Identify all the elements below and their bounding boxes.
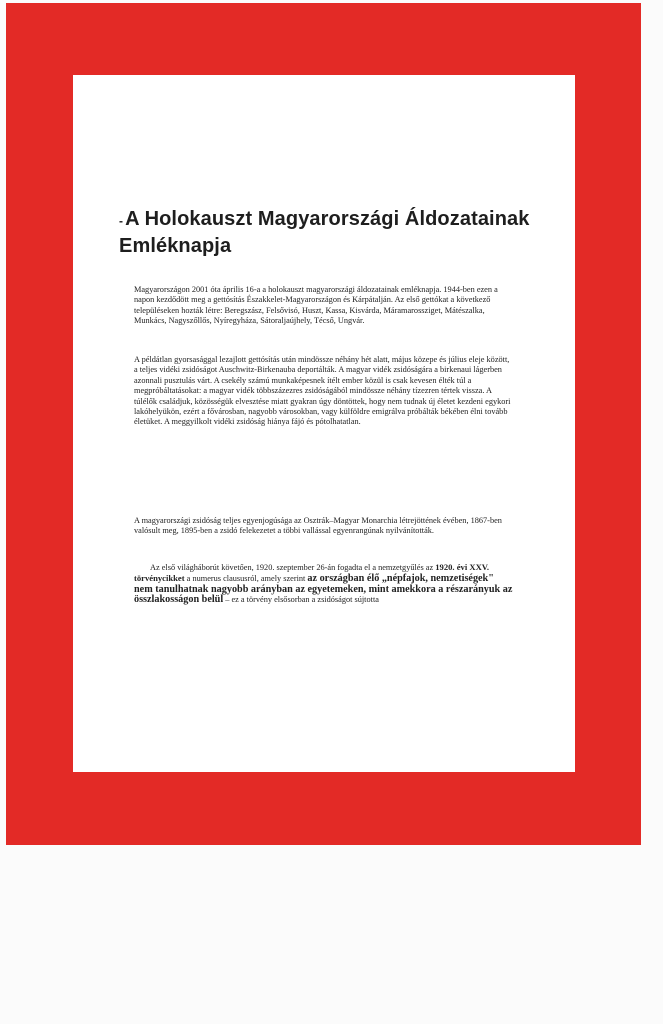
title-dash: - [119, 214, 124, 228]
paragraph-2: A példátlan gyorsasággal lezajlott gettósítás után mindössze néhány hét alatt, május közepe és július eleje között, a teljes vidéki zsidóságot Auschwitz-Birkenauba deportálták. A magyar vidék zsidóságára a birkenaui lágerben azonnali pusztulás várt. A csekély számú munkaképesnek ítélt ember közül is csak kevesen élték túl a megpróbáltatásokat: a magyar vidék többszázezres zsidóságából mindössze néhány tízezren tértek vissza. A túlélők családjuk, közösségük elvesztése miatt gyakran úgy döntöttek, hogy nem tudnak új életet kezdeni egykori lakóhelyükön, ezért a fővárosban, nagyobb városokban, vagy külföldre emigrálva próbálták békében élni tovább életüket. A meggyilkolt vidéki zsidóság hiánya fájó és pótolhatatlan. [134, 355, 511, 427]
p4-law-name: 1920. évi XXV. törvénycikket [134, 562, 490, 584]
p4-middle: a numerus claususról, amely szerint [184, 574, 308, 584]
document-page [73, 75, 575, 772]
title-text: A Holokauszt Magyarországi Áldozatainak Emléknapja [119, 208, 530, 257]
paragraph-4 [134, 562, 514, 606]
p4-law-quote: az országban élő „népfajok, nemzetiségek" nem tanulhatnak nagyobb arányban az egyetemeken, mint amekkora a részarányuk az összlakosságon belül [134, 573, 513, 606]
paragraph-3: A magyarországi zsidóság teljes egyenjogúsága az Osztrák–Magyar Monarchia létrejöttének évében, 1867-ben valósult meg, 1895-ben a zsidó felekezetet a többi vallással egyenrangúnak nyilvánították. [134, 516, 502, 536]
p4-intro: Az első világháborút követően, 1920. szeptember 26-án fogadta el a nemzetgyűlés az [150, 563, 434, 572]
poster-red-frame [6, 3, 641, 845]
paragraph-1: Magyarországon 2001 óta április 16-a a holokauszt magyarországi áldozatainak emléknapja. 1944-ben ezen a napon kezdődött meg a gettósítás Északkelet-Magyarországon és Kárpátalján. Az első gettókat a következő településeken hozták létre: Beregszász, Felsővisó, Huszt, Kassa, Kisvárda, Máramarossziget, Mátészalka, Munkács, Nagyszőllős, Nyíregyháza, Sátoraljaújhely, Técső, Ungvár. [134, 285, 498, 326]
p4-ending: – ez a törvény elsősorban a zsidóságot sújtotta [223, 595, 379, 605]
document-title [119, 207, 549, 259]
